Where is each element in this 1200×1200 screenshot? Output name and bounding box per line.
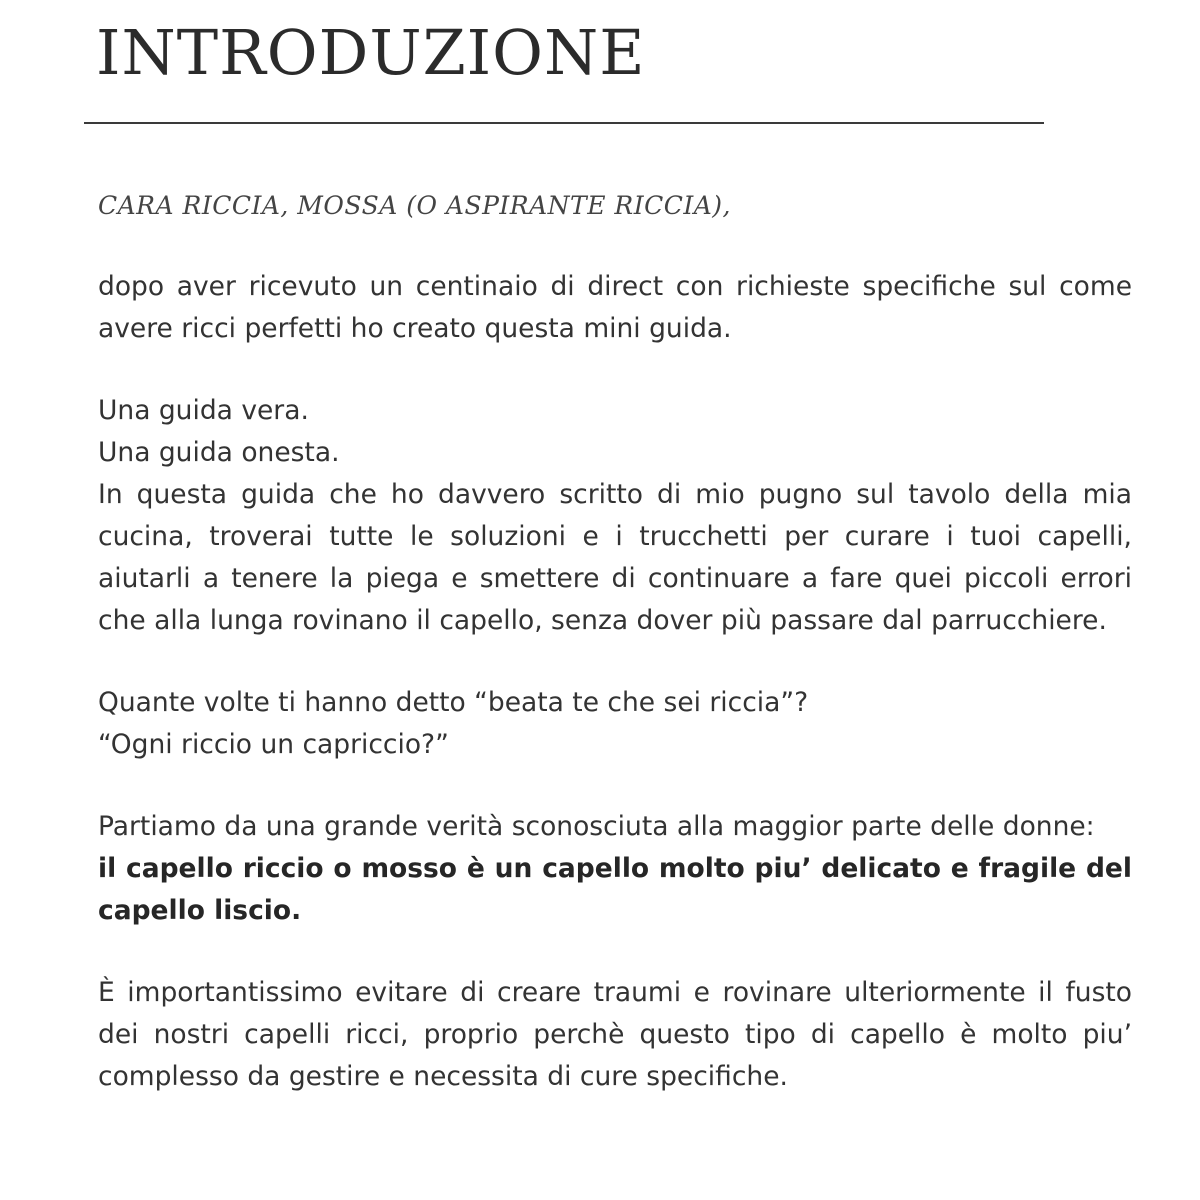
line-question-1: Quante volte ti hanno detto “beata te che sei riccia”? — [98, 687, 809, 718]
paragraph-gap — [98, 932, 1132, 972]
paragraph-questions — [98, 682, 1132, 766]
paragraph-gap — [98, 350, 1132, 390]
line-question-2: “Ogni riccio un capriccio?” — [98, 729, 449, 760]
line-truth-bold: il capello riccio o mosso è un capello molto piu’ delicato e fragile del capello liscio. — [98, 853, 1132, 926]
paragraph-intro: dopo aver ricevuto un centinaio di direct con richieste specifiche sul come avere ricci perfetti ho creato questa mini guida. — [98, 271, 1132, 344]
page-title: INTRODUZIONE — [96, 16, 646, 89]
title-divider — [84, 122, 1044, 124]
body-text — [98, 266, 1132, 1098]
line-guide-true: Una guida vera. — [98, 395, 309, 426]
paragraph-guide — [98, 390, 1132, 642]
line-guide-description: In questa guida che ho davvero scritto di mio pugno sul tavolo della mia cucina, troverai tutte le soluzioni e i trucchetti per curare i tuoi capelli, aiutarli a tenere la piega e smettere di continuare a fare quei piccoli errori che alla lunga rovinano il capello, senza dover più passare dal parrucchiere. — [98, 479, 1132, 636]
paragraph-gap — [98, 766, 1132, 806]
paragraph-truth — [98, 806, 1132, 932]
paragraph-importance: È importantissimo evitare di creare traumi e rovinare ulteriormente il fusto dei nostri capelli ricci, proprio perchè questo tipo di capello è molto piu’ complesso da gestire e necessita di cure specifiche. — [98, 977, 1132, 1092]
salutation: CARA RICCIA, MOSSA (O ASPIRANTE RICCIA), — [98, 191, 731, 220]
paragraph-gap — [98, 642, 1132, 682]
line-guide-honest: Una guida onesta. — [98, 437, 340, 468]
line-truth-intro: Partiamo da una grande verità sconosciuta alla maggior parte delle donne: — [98, 811, 1095, 842]
